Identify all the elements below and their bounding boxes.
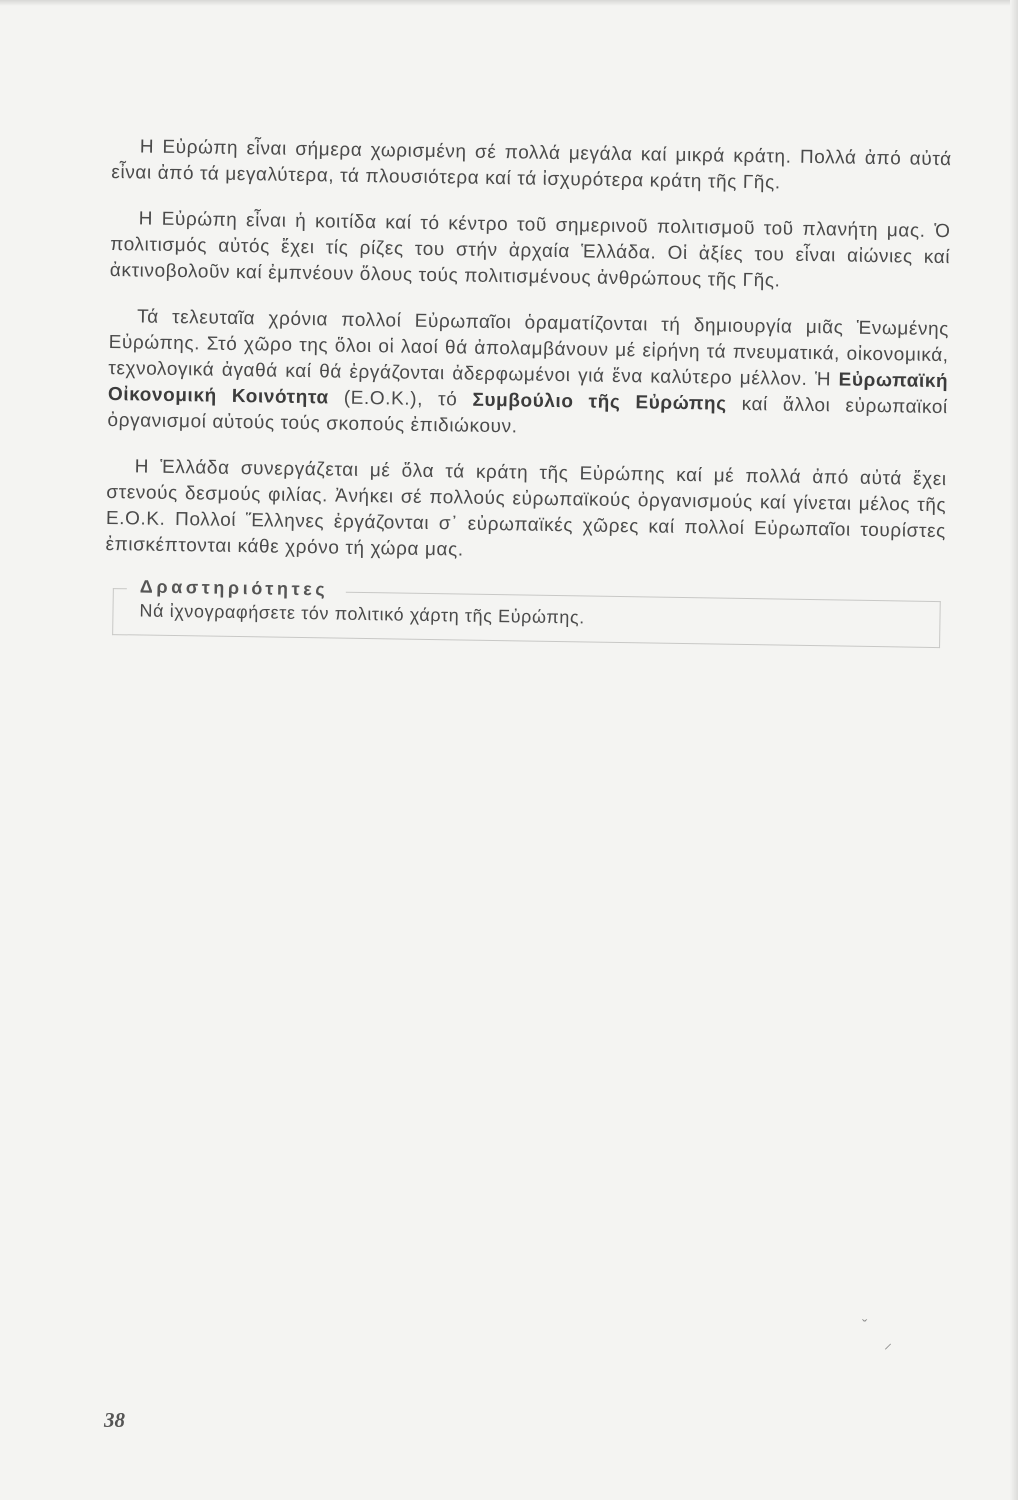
page-content: [104, 134, 952, 648]
scan-speck: ⸍: [884, 1342, 893, 1359]
scan-speck: ˇ: [862, 1318, 868, 1335]
bold-term: Συμβούλιο τῆς Εὐρώπης: [472, 389, 727, 415]
text-run: Η Ἑλλάδα συνεργάζεται μέ ὅλα τά κράτη τῆς Εὐρώπης καί μέ πολλά ἀπό αὐτά ἔχει στενούς δεσμούς φιλίας. Ἀνήκει σέ πολλούς εὐρωπαϊκούς ὀργανισμούς καί γίνεται μέλος τῆς Ε.Ο.Κ. Πολλοί Ἕλληνες ἐργάζονται σ᾽ εὐρωπαϊκές χῶρες καί πολλοί Εὐρωπαῖοι τουρίστες ἐπισκέπτονται κάθε χρόνο τή χώρα μας.: [105, 456, 947, 561]
activities-box-border-right: [346, 592, 941, 602]
paragraph: [105, 454, 947, 571]
activities-box-border-left: [113, 588, 127, 589]
page-edge-right: [1010, 0, 1018, 1500]
text-run: Η Εὐρώπη εἶναι ἡ κοιτίδα καί τό κέντρο τοῦ σημερινοῦ πολιτισμοῦ τοῦ πλανήτη μας. Ὁ πολιτισμός αὐτός ἔχει τίς ρίζες του στήν ἀρχαία Ἑλλάδα. Οἱ ἀξίες του εἶναι αἰώνιες καί ἀκτινοβολοῦν καί ἐμπνέουν ὅλους τούς πολιτισμένους ἀνθρώπους τῆς Γῆς.: [109, 208, 951, 292]
text-run: Τά τελευταῖα χρόνια πολλοί Εὐρωπαῖοι ὁραματίζονται τή δημιουργία μιᾶς Ἑνωμένης Εὐρώπης. Στό χῶρο της ὅλοι οἱ λαοί θά ἀπολαμβάνουν μέ εἰρήνη τά πνευματικά, οἰκονομικά, τεχνολογικά ἀγαθά καί θά ἐργάζονται ἀδερφωμένοι γιά ἕνα καλύτερο μέλλον. Ἡ: [108, 306, 950, 391]
activities-title: Δραστηριότητες: [134, 576, 335, 600]
paragraph: [111, 134, 952, 199]
text-run: Η Εὐρώπη εἶναι σήμερα χωρισμένη σέ πολλά μεγάλα καί μικρά κράτη. Πολλά ἀπό αὐτά εἶναι ἀπό τά μεγαλύτερα, τά πλουσιότερα καί τά ἰσχυρότερα κράτη τῆς Γῆς.: [111, 136, 952, 194]
bold-term: Εὐρωπαϊκή Οἰκονομική Κοινότητα: [107, 369, 949, 409]
paragraph: [110, 206, 951, 297]
body-text: [105, 134, 952, 571]
text-run: καί ἄλλοι εὐρωπαϊκοί ὀργανισμοί αὐτούς τούς σκοπούς ἐπιδιώκουν.: [107, 393, 949, 438]
activities-text: Νά ἰχνογραφήσετε τόν πολιτικό χάρτη τῆς Εὐρώπης.: [139, 600, 586, 628]
page-edge-top: [0, 0, 1018, 6]
text-run: (Ε.Ο.Κ.), τό: [328, 387, 473, 411]
activities-box: [112, 576, 941, 648]
page-number: 38: [104, 1408, 125, 1432]
paragraph: [107, 304, 949, 447]
